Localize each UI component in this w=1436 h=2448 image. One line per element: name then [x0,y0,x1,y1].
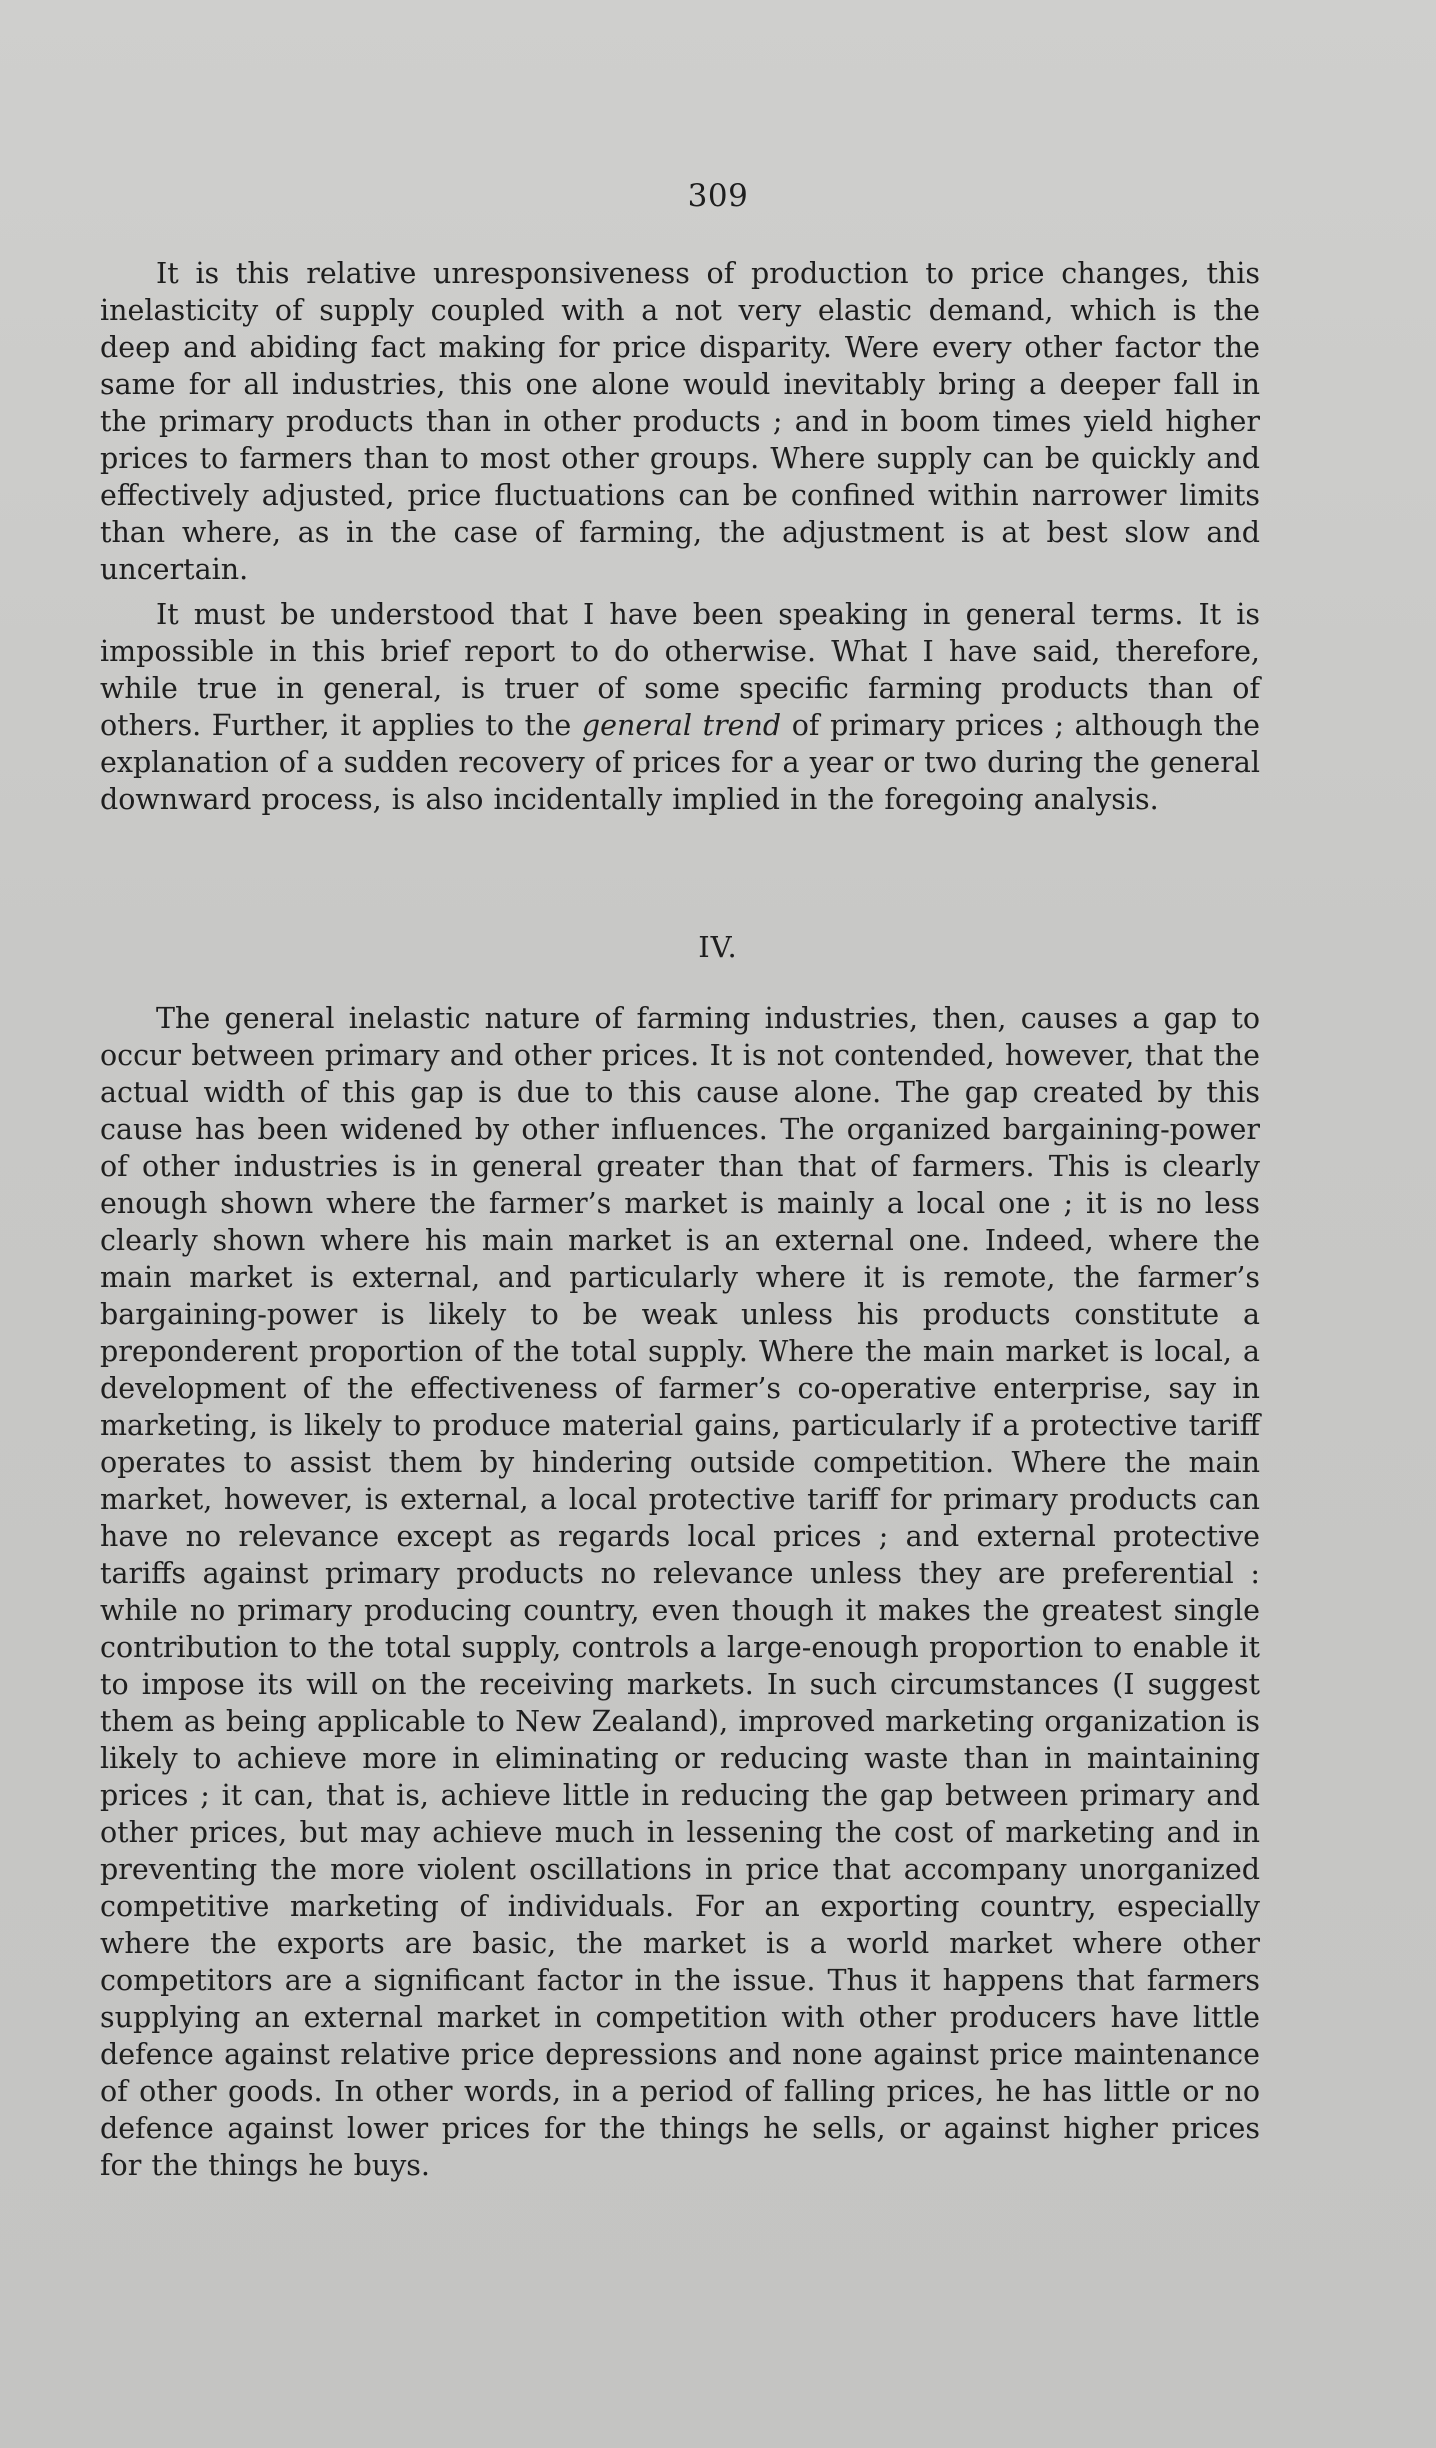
emphasis-general-trend: general trend [581,709,782,742]
section-one-body [100,255,1260,818]
page-number: 309 [687,178,749,214]
paragraph-text: It must be understood that I have been speaking in general terms. It is impossible in this brief report to do otherwise. What I have said, therefore, while true in general, is truer of some specific farming products than of others. Further, it applies to the [100,598,1260,742]
paragraph-general-terms [100,596,1260,818]
paragraph-inelastic-nature: The general inelastic nature of farming industries, then, causes a gap to occur between primary and other prices. It is not contended, however, that the actual width of this gap is due to this cause alone. The gap created by this cause has been widened by other influences. The organized bargaining-power of other industries is in general greater than that of farmers. This is clearly enough shown where the farmer’s market is mainly a local one ; it is no less clearly shown where his main market is an external one. Indeed, where the main market is external, and particularly where it is remote, the farmer’s bargaining-power is likely to be weak unless his products constitute a preponderent proportion of the total supply. Where the main market is local, a development of the effectiveness of farmer’s co-operative enterprise, say in marketing, is likely to produce material gains, particularly if a protective tariff operates to assist them by hindering outside competition. Where the main market, however, is external, a local protective tariff for primary products can have no relevance except as regards local prices ; and external protective tariffs against primary products no relevance unless they are preferential : while no primary producing country, even though it makes the greatest single contribution to the total supply, controls a large-enough proportion to enable it to impose its will on the receiving markets. In such circumstances (I suggest them as being applicable to New Zealand), improved marketing organization is likely to achieve more in eliminating or reducing waste than in maintaining prices ; it can, that is, achieve little in reducing the gap between primary and other prices, but may achieve much in lessening the cost of marketing and in preventing the more violent oscillations in price that accompany unorganized competitive marketing of individuals. For an exporting country, especially where the exports are basic, the market is a world market where other competitors are a significant factor in the issue. Thus it happens that farmers supplying an external market in competition with other producers have little defence against relative price depressions and none against price maintenance of other goods. In other words, in a period of falling prices, he has little or no defence against lower prices for the things he sells, or against higher prices for the things he buys. [100,1002,1260,2182]
paragraph-text: of primary prices ; although the explanation of a sudden recovery of prices for a year or two during the general downward process, is also incidentally implied in the foregoing analysis. [100,709,1260,816]
paragraph-price-disparity: It is this relative unresponsiveness of production to price changes, this inelasticity of supply coupled with a not very elastic demand, which is the deep and abiding fact making for price disparity. Were every other factor the same for all industries, this one alone would inevitably bring a deeper fall in the primary products than in other products ; and in boom times yield higher prices to farmers than to most other groups. Where supply can be quickly and effectively adjusted, price fluctuations can be confined within narrower limits than where, as in the case of farming, the adjustment is at best slow and uncertain. [100,257,1260,586]
section-two-body [100,1000,1260,2184]
section-heading-iv: IV. [698,930,738,964]
